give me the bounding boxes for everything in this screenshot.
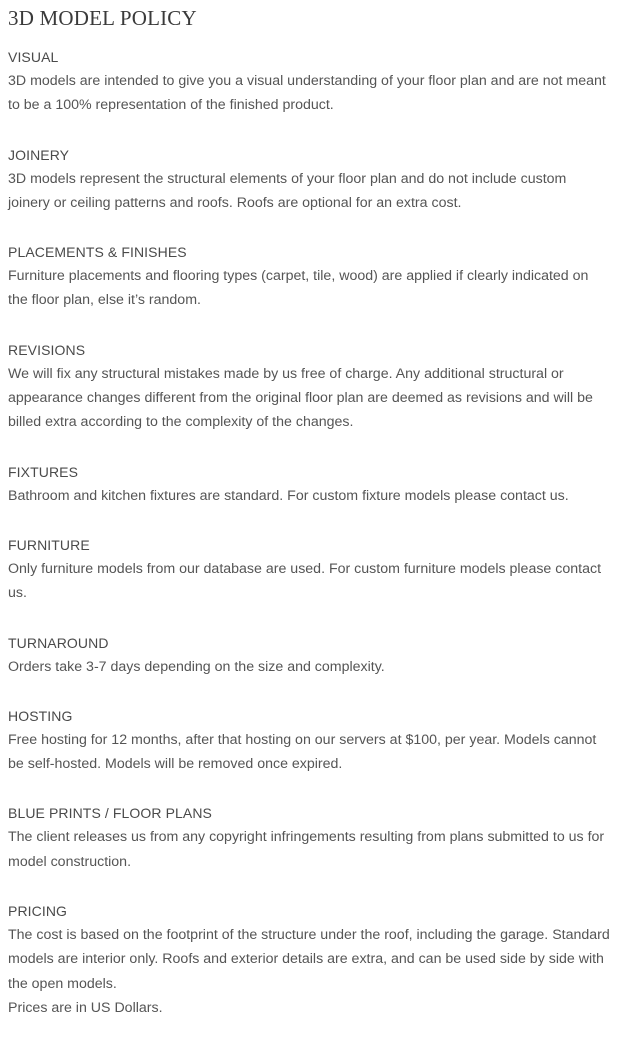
section-paragraph: We will fix any structural mistakes made by us free of charge. Any additional structural or appearance changes different from the original floor plan are deemed as revisions and will be billed extra according to the complexity of the changes. [8,365,593,431]
section-visual [8,45,612,118]
section-heading: REVISIONS [8,341,86,358]
section-paragraph: Furniture placements and flooring types (carpet, tile, wood) are applied if clearly indicated on the floor plan, else it’s random. [8,268,589,309]
section-paragraph: Orders take 3-7 days depending on the size and complexity. [8,658,385,675]
section-body [8,655,612,679]
section-furniture [8,533,612,606]
section-heading: FURNITURE [8,536,90,553]
section-body [8,167,612,216]
section-paragraph: 3D models represent the structural elements of your floor plan and do not include custom joinery or ceiling patterns and roofs. Roofs are optional for an extra cost. [8,170,567,211]
section-fixtures [8,460,612,508]
section-paragraph: Only furniture models from our database are used. For custom furniture models please contact us. [8,560,602,602]
section-heading: PRICING [8,903,68,920]
page-title: 3D MODEL POLICY [8,6,197,30]
section-heading: TURNAROUND [8,634,109,651]
section-paragraph: The client releases us from any copyright infringements resulting from plans submitted to us for model construction. [8,829,605,870]
section-paragraph: Bathroom and kitchen fixtures are standard. For custom fixture models please contact us. [8,487,569,504]
section-body [8,557,612,606]
section-hosting [8,704,612,777]
section-body [8,923,612,1020]
section-paragraph: The cost is based on the footprint of the structure under the roof, including the garage. Standard models are interior only. Roofs and exterior details are extra, and can be used side by side with the open models. [8,927,610,992]
section-heading: HOSTING [8,707,73,724]
section-revisions [8,338,612,435]
section-body [8,264,612,313]
section-placements-finishes [8,240,612,313]
section-pricing [8,899,612,1020]
section-body [8,728,612,777]
section-turnaround [8,631,612,679]
section-joinery [8,143,612,216]
policy-page [8,0,612,1045]
section-body [8,825,612,874]
section-paragraph: Prices are in US Dollars. [8,999,163,1016]
section-paragraph: Free hosting for 12 months, after that hosting on our servers at $100, per year. Models cannot be self-hosted. Models will be removed once expired. [8,731,597,773]
section-body [8,69,612,118]
section-body [8,362,612,435]
section-heading: FIXTURES [8,463,79,480]
section-heading: JOINERY [8,146,70,163]
section-paragraph: 3D models are intended to give you a visual understanding of your floor plan and are not meant to be a 100% representation of the finished product. [8,73,606,114]
section-heading: PLACEMENTS & FINISHES [8,244,187,261]
section-heading: VISUAL [8,49,59,65]
section-body [8,484,612,508]
section-blue-prints-floor-plans [8,801,612,874]
section-heading: BLUE PRINTS / FLOOR PLANS [8,805,212,822]
